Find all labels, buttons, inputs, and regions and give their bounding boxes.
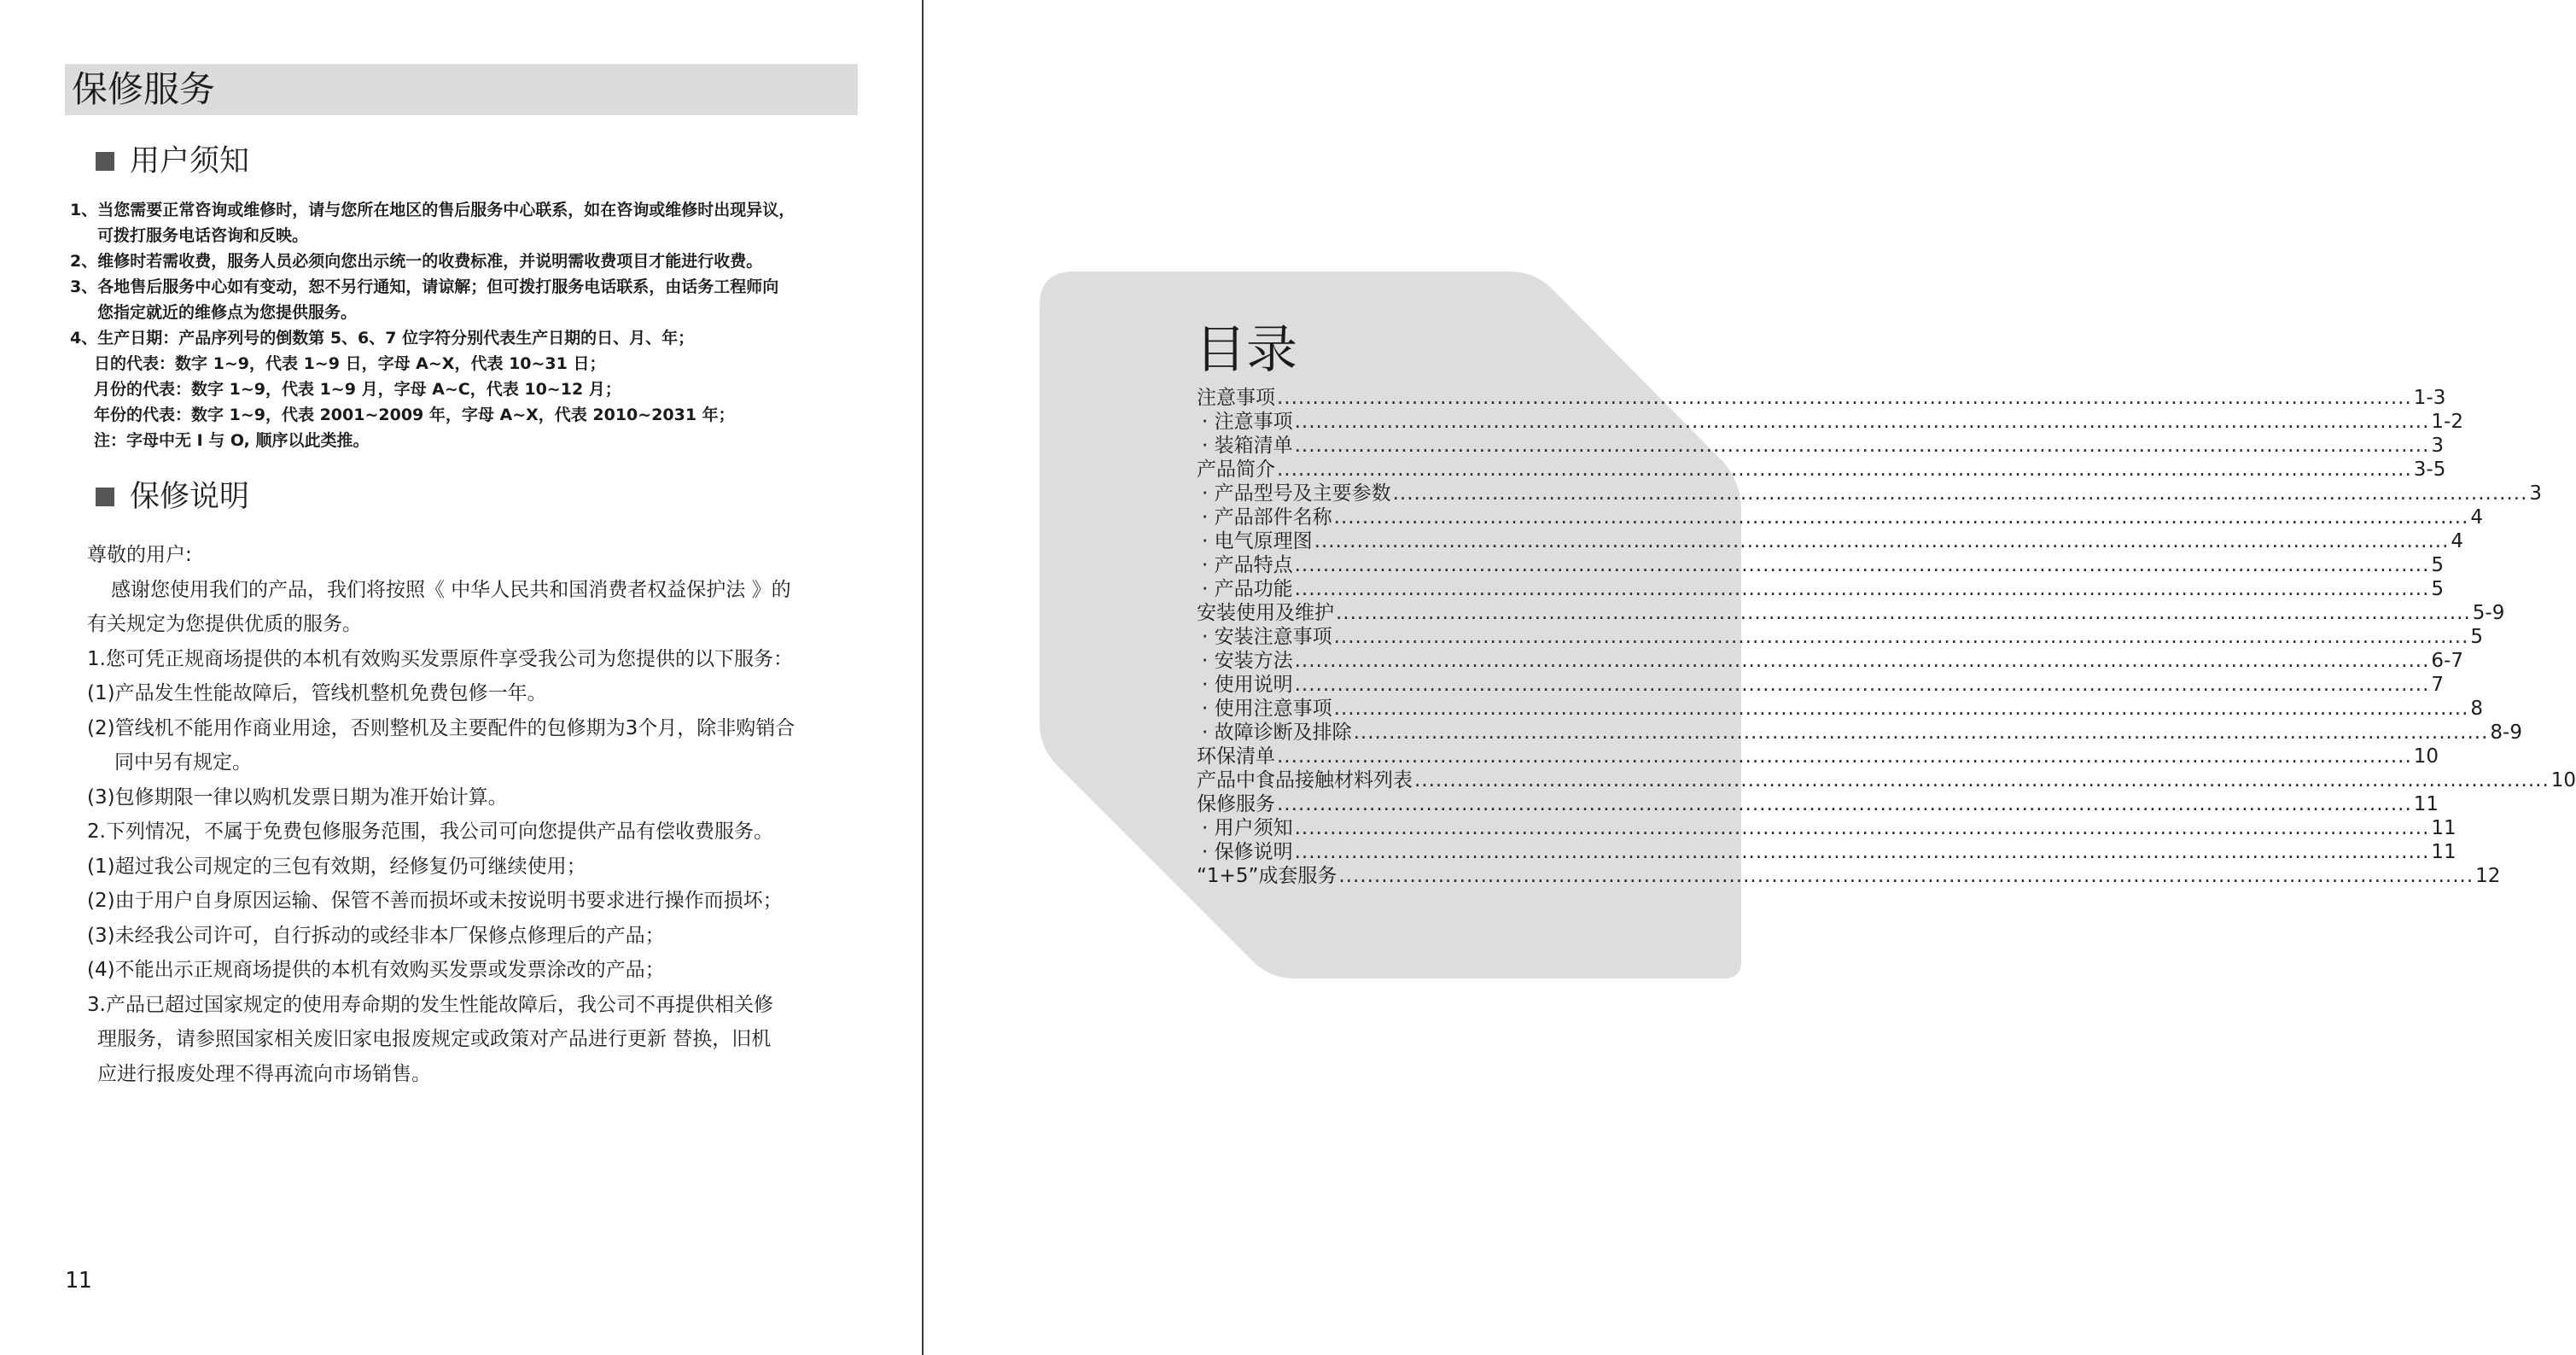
- notice-line: 日的代表：数字 1~9，代表 1~9 日，字母 A~X，代表 10~31 日；: [94, 354, 606, 373]
- toc-leader-dots: ................................................................................................................................................................: [1277, 793, 2412, 815]
- toc-leader-dots: ................................................................................................................................................................: [1294, 435, 2430, 457]
- toc-leader-dots: ................................................................................................................................................................: [1294, 411, 2430, 433]
- notice-line: 注：字母中无 I 与 O, 顺序以此类推。: [94, 431, 370, 450]
- toc-leader-dots: ................................................................................................................................................................: [1277, 745, 2412, 768]
- notice-heading: [96, 143, 249, 180]
- toc-entry-title: · 产品型号及主要参数: [1202, 482, 1391, 505]
- toc-entry-page: 10: [2413, 745, 2439, 768]
- toc-entry-title: 注意事项: [1197, 387, 1275, 409]
- toc-entry-title: · 故障诊断及排除: [1202, 721, 1352, 744]
- toc-entry: [1197, 792, 2439, 816]
- warranty-line: 有关规定为您提供优质的服务。: [87, 613, 362, 635]
- toc-entry: [1197, 697, 2484, 721]
- notice-line: 1、当您需要正常咨询或维修时，请与您所在地区的售后服务中心联系，如在咨询或维修时出现异议，: [70, 201, 796, 219]
- toc-entry: [1197, 529, 2464, 553]
- toc-entry-page: 8: [2470, 698, 2484, 720]
- toc-entry-title: · 使用注意事项: [1202, 698, 1332, 720]
- toc-entry: [1197, 410, 2463, 434]
- toc-entry-page: 3: [2431, 435, 2445, 457]
- toc-entry: [1197, 601, 2505, 625]
- toc-entry: [1197, 649, 2463, 673]
- toc-leader-dots: ................................................................................................................................................................: [1333, 626, 2469, 648]
- toc-entry: [1197, 745, 2439, 768]
- toc-entry-title: · 用户须知: [1202, 817, 1293, 839]
- toc-entry-page: 3-5: [2413, 458, 2446, 481]
- toc-entry-page: 5: [2470, 626, 2484, 648]
- toc-entry: [1197, 768, 2576, 792]
- toc-entry: [1197, 434, 2445, 458]
- toc-entry: [1197, 458, 2446, 482]
- warranty-line: (3)包修期限一律以购机发票日期为准开始计算。: [87, 786, 508, 809]
- toc-entry-page: 5: [2431, 554, 2445, 576]
- toc-entry-page: 12: [2475, 865, 2501, 887]
- warranty-line: 尊敬的用户:: [87, 544, 192, 566]
- toc-entry-title: 安装使用及维护: [1197, 602, 1334, 624]
- toc-leader-dots: ................................................................................................................................................................: [1294, 817, 2430, 839]
- toc-entry-page: 1-3: [2413, 387, 2446, 409]
- toc-leader-dots: ................................................................................................................................................................: [1277, 387, 2412, 409]
- table-of-contents: [1197, 386, 2576, 888]
- toc-entry-title: 保修服务: [1197, 793, 1275, 815]
- toc-leader-dots: ................................................................................................................................................................: [1392, 482, 2528, 505]
- toc-entry-page: 3: [2529, 482, 2543, 505]
- toc-entry-page: 11: [2431, 817, 2457, 839]
- toc-entry-page: 5-9: [2472, 602, 2505, 624]
- toc-entry-title: · 产品特点: [1202, 554, 1293, 576]
- toc-entry-page: 4: [2470, 506, 2484, 529]
- square-bullet-icon: [96, 488, 114, 506]
- toc-entry-page: 8-9: [2490, 721, 2522, 744]
- toc-entry-page: 7: [2431, 674, 2445, 696]
- toc-title: 目录: [1195, 320, 1297, 380]
- warranty-line: (2)由于用户自身原因运输、保管不善而损坏或未按说明书要求进行操作而损坏；: [87, 890, 783, 912]
- toc-entry-page: 11: [2413, 793, 2439, 815]
- toc-entry-title: · 注意事项: [1202, 411, 1293, 433]
- toc-entry: [1197, 577, 2445, 601]
- toc-entry-title: · 安装注意事项: [1202, 626, 1332, 648]
- toc-leader-dots: ................................................................................................................................................................: [1333, 698, 2469, 720]
- warranty-text: [87, 538, 855, 1091]
- toc-entry: [1197, 721, 2522, 745]
- toc-entry-title: 产品简介: [1197, 458, 1275, 481]
- toc-entry: [1197, 482, 2543, 505]
- toc-leader-dots: ................................................................................................................................................................: [1294, 650, 2430, 672]
- toc-entry-title: 环保清单: [1197, 745, 1275, 768]
- toc-entry-page: 5: [2431, 578, 2445, 600]
- toc-entry: [1197, 673, 2445, 697]
- toc-entry-title: · 保修说明: [1202, 841, 1293, 863]
- warranty-line: 同中另有规定。: [114, 751, 252, 774]
- toc-leader-dots: ................................................................................................................................................................: [1294, 554, 2430, 576]
- toc-entry-page: 1-2: [2431, 411, 2463, 433]
- toc-entry-page: 10: [2550, 769, 2576, 791]
- toc-entry-page: 4: [2451, 530, 2464, 552]
- toc-entry-title: “1+5”成套服务: [1197, 865, 1338, 887]
- toc-entry-title: 产品中食品接触材料列表: [1197, 769, 1413, 791]
- square-bullet-icon: [96, 152, 114, 171]
- toc-leader-dots: ................................................................................................................................................................: [1277, 458, 2412, 481]
- notice-line: 3、各地售后服务中心如有变动，恕不另行通知，请谅解；但可拨打服务电话联系，由话务工程师向: [70, 277, 779, 296]
- notice-line: 2、维修时若需收费，服务人员必须向您出示统一的收费标准，并说明需收费项目才能进行收费。: [70, 252, 763, 271]
- warranty-line: (1)产品发生性能故障后，管线机整机免费包修一年。: [87, 682, 547, 704]
- warranty-line: 1.您可凭正规商场提供的本机有效购买发票原件享受我公司为您提供的以下服务：: [87, 647, 793, 670]
- toc-entry: [1197, 625, 2484, 649]
- toc-leader-dots: ................................................................................................................................................................: [1294, 674, 2430, 696]
- toc-entry: [1197, 553, 2445, 577]
- toc-entry-title: · 产品部件名称: [1202, 506, 1332, 529]
- warranty-line: (2)管线机不能用作商业用途，否则整机及主要配件的包修期为3个月，除非购销合: [87, 716, 796, 739]
- toc-leader-dots: ................................................................................................................................................................: [1336, 602, 2471, 624]
- notice-text: [70, 197, 872, 453]
- toc-leader-dots: ................................................................................................................................................................: [1414, 769, 2550, 791]
- toc-leader-dots: ................................................................................................................................................................: [1294, 578, 2430, 600]
- toc-entry-title: · 使用说明: [1202, 674, 1293, 696]
- toc-entry: [1197, 840, 2457, 864]
- warranty-heading-label: 保修说明: [130, 480, 250, 514]
- toc-entry-title: · 产品功能: [1202, 578, 1293, 600]
- warranty-line: (4)不能出示正规商场提供的本机有效购买发票或发票涂改的产品；: [87, 959, 665, 981]
- warranty-heading: [96, 478, 249, 516]
- warranty-line: 2.下列情况，不属于免费包修服务范围，我公司可向您提供产品有偿收费服务。: [87, 821, 773, 843]
- toc-entry-title: · 安装方法: [1202, 650, 1293, 672]
- toc-leader-dots: ................................................................................................................................................................: [1314, 530, 2450, 552]
- toc-leader-dots: ................................................................................................................................................................: [1338, 865, 2474, 887]
- warranty-line: 理服务，请参照国家相关废旧家电报废规定或政策对产品进行更新 替换，旧机: [97, 1028, 772, 1050]
- notice-line: 可拨打服务电话咨询和反映。: [97, 226, 309, 245]
- toc-entry-title: · 电气原理图: [1202, 530, 1313, 552]
- toc-entry-page: 6-7: [2431, 650, 2463, 672]
- toc-entry: [1197, 505, 2484, 529]
- warranty-line: (1)超过我公司规定的三包有效期，经修复仍可继续使用；: [87, 855, 586, 878]
- page-title: 保修服务: [72, 68, 216, 110]
- toc-leader-dots: ................................................................................................................................................................: [1353, 721, 2489, 744]
- toc-leader-dots: ................................................................................................................................................................: [1294, 841, 2430, 863]
- notice-line: 月份的代表：数字 1~9，代表 1~9 月，字母 A~C，代表 10~12 月；: [94, 380, 621, 399]
- toc-leader-dots: ................................................................................................................................................................: [1333, 506, 2469, 529]
- notice-line: 年份的代表：数字 1~9，代表 2001~2009 年，字母 A~X，代表 2010~2031 年；: [94, 406, 735, 424]
- toc-entry: [1197, 864, 2501, 888]
- warranty-line: (3)未经我公司许可，自行拆动的或经非本厂保修点修理后的产品；: [87, 924, 665, 947]
- warranty-line: 感谢您使用我们的产品，我们将按照《 中华人民共和国消费者权益保护法 》的: [111, 578, 791, 601]
- toc-entry-title: · 装箱清单: [1202, 435, 1293, 457]
- toc-entry: [1197, 386, 2446, 410]
- notice-heading-label: 用户须知: [130, 144, 250, 178]
- warranty-line: 3.产品已超过国家规定的使用寿命期的发生性能故障后，我公司不再提供相关修: [87, 993, 773, 1016]
- notice-line: 4、生产日期：产品序列号的倒数第 5、6、7 位字符分别代表生产日期的日、月、年；: [70, 329, 695, 348]
- warranty-line: 应进行报废处理不得再流向市场销售。: [97, 1062, 431, 1085]
- toc-entry-page: 11: [2431, 841, 2457, 863]
- page-number: 11: [65, 1268, 92, 1294]
- notice-line: 您指定就近的维修点为您提供服务。: [97, 303, 358, 322]
- toc-entry: [1197, 816, 2457, 840]
